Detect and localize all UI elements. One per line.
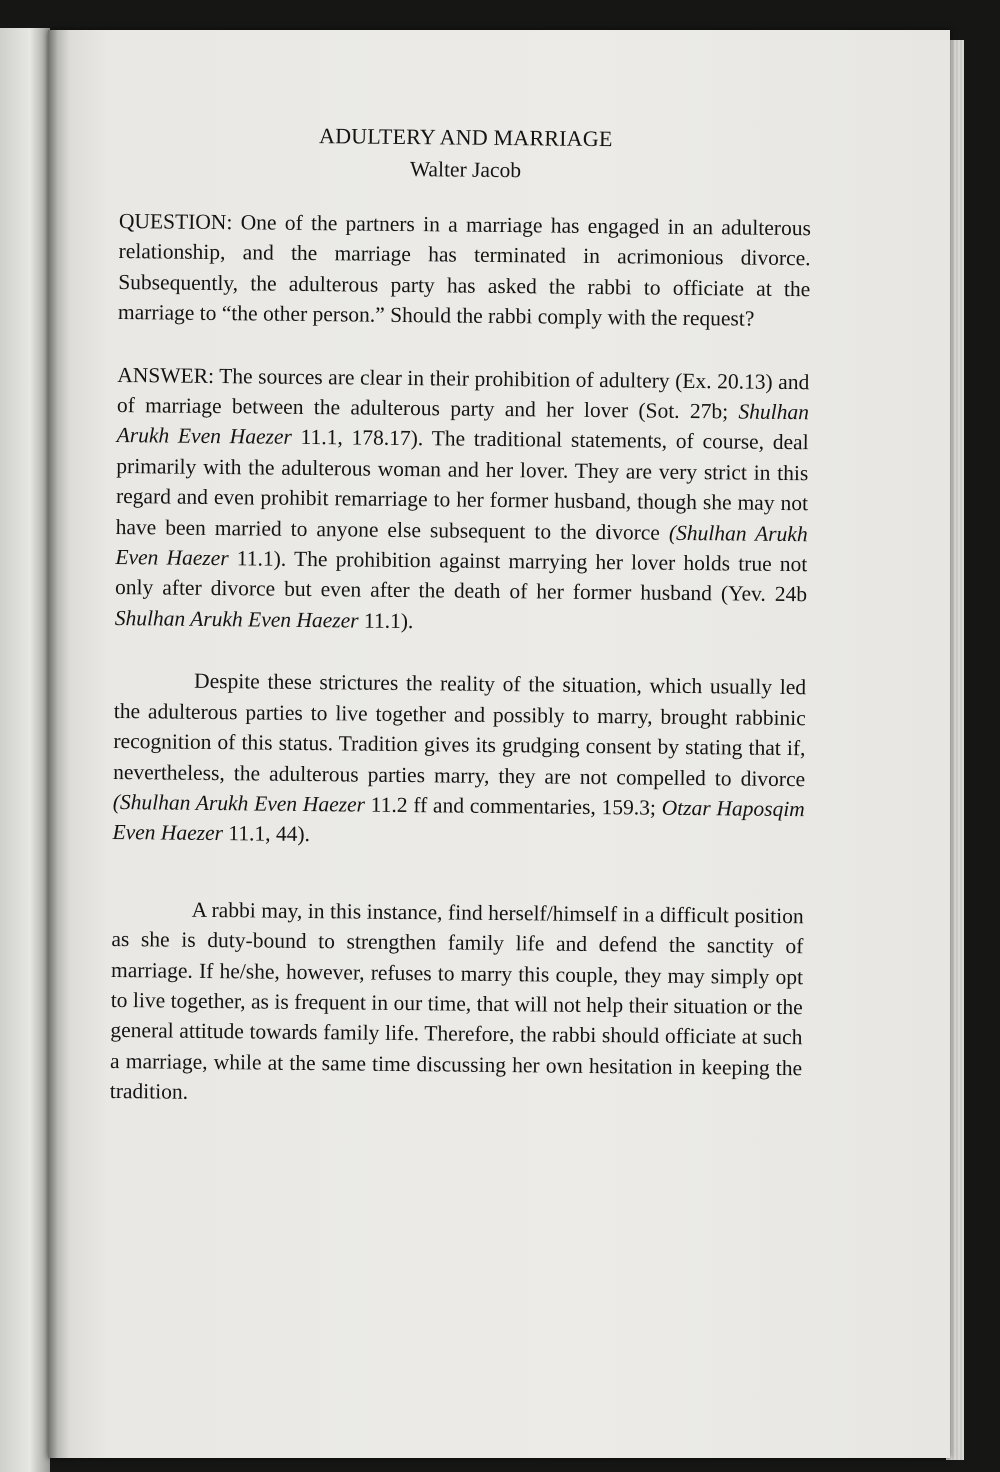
question-label: QUESTION: <box>118 208 233 235</box>
facing-page-edge <box>0 28 50 1472</box>
question-text: One of the partners in a marriage has engaged in an adulterous relationship, and the marriage has terminated in acrimonious divorce. Subsequently, the adulterous party has asked the rabbi to officiate at the marriage to “the other person.” Should the rabbi comply with the request? <box>117 210 812 331</box>
answer-label: ANSWER: <box>117 362 215 388</box>
answer-citation-1: Shulhan Arukh Even Haezer <box>116 399 810 450</box>
answer-citation-2: (Shulhan Arukh Even Haezer <box>115 520 808 571</box>
body-paragraph-3: A rabbi may, in this instance, find herself/himself in a difficult position as she is duty-bound to strengthen family life and defend the sanctity of marriage. If he/she, however, refuses to marry this couple, they may simply opt to live together, as is frequent in our time, that will not help their situation or the general attitude towards family life. Therefore, the rabbi should officiate at such a marriage, while at the same time discussing her own hesitation in keeping the tradition. <box>109 897 804 1104</box>
para2-text-1: Despite these strictures the reality of the situation, which usually led the adulterous parties to live together and possibly to marry, brought rabbinic recognition of this status. Tradition gives its grudging consent by stating that if, nevertheless, the adulterous parties marry, they are not compelled to divorce <box>113 669 807 791</box>
answer-paragraph <box>115 360 810 641</box>
para2-citation-1: (Shulhan Arukh Even Haezer <box>112 789 366 817</box>
answer-text-3: 11.1). The prohibition against marrying her lover holds true not only after divorce but even after the death of her former husband (Yev. 24b <box>114 546 808 607</box>
answer-citation-3: Shulhan Arukh Even Haezer <box>114 605 359 633</box>
para2-citation-2: Otzar Haposqim Even Haezer <box>112 795 805 846</box>
answer-text-4: 11.1). <box>358 608 414 633</box>
body-paragraph-2 <box>112 665 806 855</box>
question-paragraph <box>118 206 811 335</box>
article-author: Walter Jacob <box>409 157 522 183</box>
article-title: ADULTERY AND MARRIAGE <box>318 123 613 152</box>
answer-text-1: The sources are clear in their prohibition of adultery (Ex. 20.13) and of marriage between the adulterous party and her lover (Sot. 27b; <box>116 363 810 424</box>
page-content <box>109 118 812 1144</box>
para2-text-3: 11.1, 44). <box>222 821 311 847</box>
para2-text-2: 11.2 ff and commentaries, 159.3; <box>364 792 662 820</box>
answer-text-2: 11.1, 178.17). The traditional statements, of course, deal primarily with the adulterous woman and her lover. They are very strict in this regard and even prohibit remarriage to her former husband, though she may not have been married to anyone else subsequent to the divorce <box>115 425 809 545</box>
